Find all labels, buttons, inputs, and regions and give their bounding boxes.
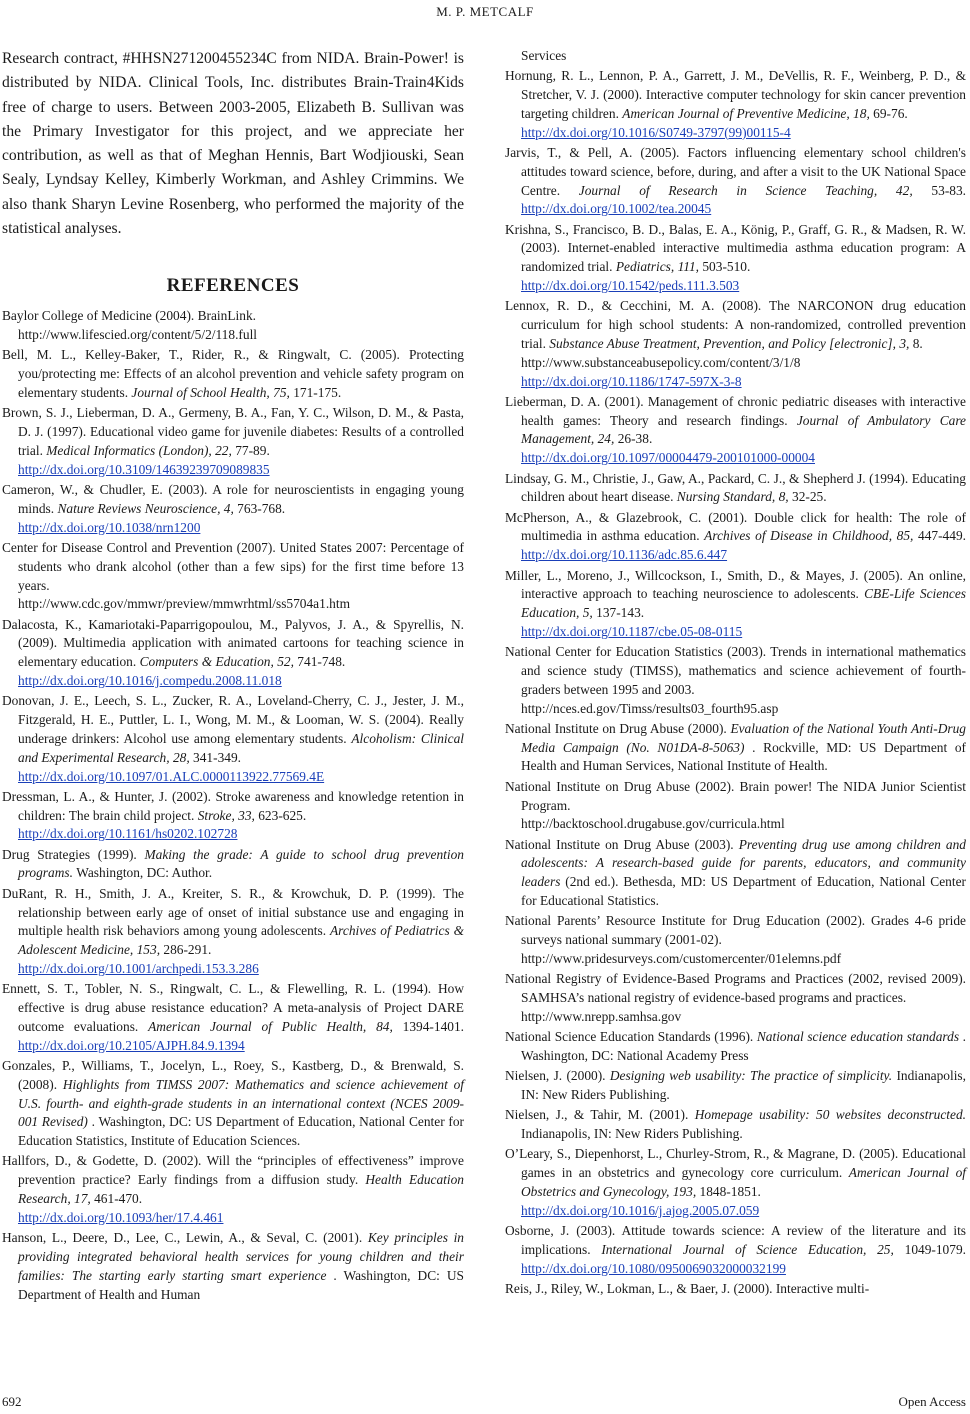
reference-text: Lindsay, G. M., Christie, J., Gaw, A., Packard, C. J., & Shepherd J. (1994). Educating children about heart disease. (505, 470, 966, 505)
reference-text: Drug Strategies (1999). (2, 846, 145, 862)
reference-text: DuRant, R. H., Smith, J. A., Kreiter, S. R., & Krowchuk, D. P. (1999). The relationship between early age of onset of initial substance use and engaging in multiple health risk behaviors among young adolescents. (2, 885, 464, 939)
reference-url: http://www.cdc.gov/mmwr/preview/mmwrhtml/ss5704a1.htm (18, 596, 350, 612)
reference-text: National Parents’ Resource Institute for Drug Education (2002). Grades 4-6 pride surveys national summary (2001-02). (505, 913, 966, 948)
reference-entry (2, 692, 464, 786)
reference-text: Brown, S. J., Lieberman, D. A., Germeny, B. A., Fan, Y. C., Wilson, D. M., & Pasta, D. J. (1997). Educational video game for juvenile diabetes: Results of a controlled trial. (2, 405, 464, 458)
reference-text: Lieberman, D. A. (2001). Management of chronic pediatric diseases with interactive health games: Theory and research findings. (505, 393, 966, 428)
reference-source: American Journal of Public Health, 84, (148, 1018, 403, 1034)
reference-pages: 53-83. (931, 182, 967, 198)
reference-text: Dressman, L. A., & Hunter, J. (2002). Stroke awareness and knowledge retention in children: The brain child project. (2, 788, 464, 823)
reference-doi-link[interactable]: http://dx.doi.org/10.1002/tea.20045 (521, 201, 712, 217)
reference-source: Archives of Pediatrics & Adolescent Medicine, 153, (18, 923, 465, 958)
reference-doi-link[interactable]: http://dx.doi.org/10.3109/14639239709089835 (18, 461, 270, 477)
reference-text: Hornung, R. L., Lennon, P. A., Garrett, J. M., DeVellis, R. F., Weinberg, P. D., & Stretcher, V. J. (2000). Interactive computer technology for skin cancer prevention targeting children. (505, 68, 966, 121)
reference-entry (505, 297, 966, 391)
reference-doi-link[interactable]: http://dx.doi.org/10.1001/archpedi.153.3.286 (18, 960, 259, 976)
reference-pages: 1049-1079. (904, 1241, 966, 1257)
reference-source: Substance Abuse Treatment, Prevention, and Policy [electronic], 3, (549, 335, 913, 351)
reference-text: Lennox, R. D., & Cecchini, M. A. (2008). The NARCONON drug education curriculum for high school students: A non-randomized, controlled prevention trial. (505, 298, 966, 351)
reference-entry (505, 778, 966, 834)
reference-source: Nature Reviews Neuroscience, 4, (57, 500, 238, 516)
reference-text: Hallfors, D., & Godette, D. (2002). Will the “principles of effectiveness” improve prevention practice? Early findings from a diffusion study. (2, 1153, 464, 1188)
reference-text: Jarvis, T., & Pell, A. (2005). Factors influencing elementary school children's attitudes toward science, before, during, and after a visit to the UK National Space Centre. (505, 144, 966, 198)
reference-text: Baylor College of Medicine (2004). BrainLink. (2, 308, 256, 324)
right-column (505, 47, 966, 1300)
reference-pages: 503-510. (702, 259, 751, 275)
reference-pages: 32-25. (792, 489, 827, 505)
reference-pages: 1848-1851. (699, 1184, 761, 1200)
reference-entry (505, 643, 966, 718)
reference-entry (505, 836, 966, 911)
reference-doi-link[interactable]: http://dx.doi.org/10.1016/j.compedu.2008.11.018 (18, 673, 282, 689)
reference-source: Making the grade: A guide to school drug prevention programs. (18, 846, 464, 881)
reference-doi-link[interactable]: http://dx.doi.org/10.1016/S0749-3797(99)00115-4 (521, 124, 791, 140)
reference-source: Journal of Ambulatory Care Management, 24, (521, 412, 966, 447)
reference-entry (2, 539, 464, 614)
reference-pages: . Washington, DC: US Department of Health and Human (18, 1267, 464, 1302)
reference-doi-link[interactable]: http://dx.doi.org/10.1097/00004479-200101000-00004 (521, 450, 815, 466)
reference-doi-link[interactable]: http://dx.doi.org/10.1016/j.ajog.2005.07.059 (521, 1202, 760, 1218)
reference-doi-link[interactable]: http://dx.doi.org/10.1186/1747-597X-3-8 (521, 373, 742, 389)
reference-source: Nursing Standard, 8, (676, 489, 792, 505)
reference-text: Miller, L., Moreno, J., Willcockson, I., Smith, D., & Mayes, J. (2005). An online, interactive approach to teaching neuroscience to adolescents. (505, 567, 966, 602)
reference-text: Hanson, L., Deere, D., Lee, C., Lewin, A., & Seval, C. (2001). (2, 1230, 368, 1246)
reference-pages: 741-748. (297, 654, 346, 670)
reference-text: Donovan, J. E., Leech, S. L., Zucker, R. A., Loveland-Cherry, C. J., Jester, J. M., Fitzgerald, H. E., Puttler, L. I., Wong, M. M., & Looman, W. S. (2004). Really underage drinkers: Alcohol use among elementary students. (2, 693, 464, 746)
reference-text: Reis, J., Riley, W., Lokman, L., & Baer, J. (2000). Interactive multi- (505, 1281, 870, 1296)
reference-text: National Center for Education Statistics (2003). Trends in international mathematics and science study (TIMSS), mathematics and science achievement of fourth-graders between 1995 and 2003. (505, 644, 966, 697)
reference-entry (2, 481, 464, 537)
reference-pages: Indianapolis, IN: New Riders Publishing. (521, 1068, 966, 1103)
reference-entry (505, 567, 966, 642)
reference-pages: 137-143. (596, 605, 645, 621)
reference-source: Medical Informatics (London), 22, (46, 442, 236, 458)
reference-entry (505, 67, 966, 142)
reference-pages: 763-768. (237, 500, 286, 516)
reference-entry (2, 846, 464, 884)
reference-pages: Indianapolis, IN: New Riders Publishing. (521, 1126, 743, 1142)
reference-list-left (2, 307, 464, 1304)
reference-source: Highlights from TIMSS 2007: Mathematics and science achievement of U.S. fourth- and eighth-grade students in an international context (NCES 2009-001 Revised) (18, 1076, 464, 1130)
acknowledgment-paragraph: Research contract, #HHSN271200455234C from NIDA. Brain-Power! is distributed by NIDA. Clinical Tools, Inc. distributes Brain-Train4Kids free of charge to users. Between 2003-2005, Elizabeth B. Sullivan was the Primary Investigator for this project, and we appreciate her contribution, as well as that of Meghan Hennis, Bart Wodjiouski, Sean Sealy, Lyndsay Kelley, Kimberly Workman, and Ashley Crimmins. We also thank Sharyn Levine Rosenberg, who performed the majority of the statistical analyses. (2, 50, 464, 238)
reference-source: Journal of Research in Science Teaching, 42, (578, 182, 932, 198)
reference-entry (505, 393, 966, 468)
reference-entry (505, 1145, 966, 1220)
reference-source: Evaluation of the National Youth Anti-Drug Media Campaign (No. N01DA-8-5063) (521, 720, 967, 755)
reference-pages: . Rockville, MD: US Department of Health and Human Services, National Institute of Health. (521, 739, 967, 774)
reference-pages: (2nd ed.). Bethesda, MD: US Department of Education, National Center for Educational Statistics. (521, 874, 966, 909)
reference-entry (2, 1057, 464, 1151)
reference-text: Dalacosta, K., Kamariotaki-Paparrigopoulou, M., Palyvos, J. A., & Spyrellis, N. (2009). Multimedia application with animated cartoons for teaching science in elementary education. (2, 616, 464, 670)
reference-pages: 1394-1401. (402, 1018, 465, 1034)
reference-entry (505, 970, 966, 1026)
reference-source: Designing web usability: The practice of simplicity. (609, 1068, 897, 1084)
reference-text: Cameron, W., & Chudler, E. (2003). A role for neuroscientists in engaging young minds. (2, 482, 464, 516)
reference-entry (505, 1280, 966, 1299)
reference-doi-link[interactable]: http://dx.doi.org/10.1097/01.ALC.0000113922.77569.4E (18, 768, 325, 784)
reference-entry (2, 1229, 464, 1304)
reference-pages: . Washington, DC: US Department of Education, National Center for Education Statistics, Institute of Education Sciences. (18, 1114, 464, 1149)
reference-url: http://www.pridesurveys.com/customercenter/01elemns.pdf (521, 950, 842, 966)
reference-url: http://www.substanceabusepolicy.com/content/3/1/8 (521, 354, 801, 370)
reference-entry (2, 980, 464, 1055)
reference-doi-link[interactable]: http://dx.doi.org/10.1038/nrn1200 (18, 519, 201, 535)
reference-doi-link[interactable]: http://dx.doi.org/10.1542/peds.111.3.503 (521, 278, 740, 294)
reference-text: Osborne, J. (2003). Attitude towards science: A review of the literature and its implications. (505, 1223, 966, 1257)
reference-entry (505, 144, 966, 219)
reference-entry (505, 1106, 966, 1144)
reference-pages: Washington, DC: Author. (76, 865, 213, 881)
reference-text: Bell, M. L., Kelley-Baker, T., Rider, R., & Ringwalt, C. (2005). Protecting you/protecting me: Effects of an alcohol prevention and vehicle safety program on elementary students. (2, 347, 464, 401)
reference-entry (505, 720, 966, 776)
reference-url: http://www.nrepp.samhsa.gov (521, 1008, 682, 1024)
reference-text: National Institute on Drug Abuse (2002). Brain power! The NIDA Junior Scientist Program. (505, 778, 966, 813)
reference-entry (505, 221, 966, 296)
reference-pages: 171-175. (293, 385, 342, 401)
reference-pages: 8. (912, 335, 923, 351)
reference-text: Nielsen, J., & Tahir, M. (2001). (505, 1107, 695, 1123)
reference-source: Pediatrics, 111, (615, 259, 703, 275)
reference-entry (2, 1152, 464, 1227)
reference-pages: 341-349. (193, 749, 242, 765)
reference-entry (2, 307, 464, 345)
reference-doi-link[interactable]: http://dx.doi.org/10.1161/hs0202.102728 (18, 826, 238, 842)
reference-doi-link[interactable]: http://dx.doi.org/10.1187/cbe.05-08-0115 (521, 623, 743, 639)
reference-pages: 286-291. (163, 942, 212, 958)
reference-entry (505, 1222, 966, 1278)
reference-entry (2, 788, 464, 844)
references-heading: REFERENCES (166, 275, 300, 297)
reference-pages: 623-625. (258, 807, 307, 823)
reference-source: National science education standards (756, 1029, 963, 1045)
reference-url: http://nces.ed.gov/Timss/results03_fourth95.asp (521, 700, 779, 716)
reference-entry (505, 912, 966, 968)
reference-doi-link[interactable]: http://dx.doi.org/10.1136/adc.85.6.447 (521, 547, 728, 563)
running-head: M. P. METCALF (436, 4, 534, 19)
journal-label: Open Access (898, 1394, 966, 1409)
reference-source: Journal of School Health, 75, (131, 385, 294, 401)
reference-entry (505, 470, 966, 508)
reference-doi-link[interactable]: http://dx.doi.org/10.1093/her/17.4.461 (18, 1209, 224, 1225)
reference-source: International Journal of Science Education, 25, (601, 1241, 905, 1257)
reference-url: http://www.lifescied.org/content/5/2/118.full (18, 327, 258, 343)
reference-source: Archives of Disease in Childhood, 85, (704, 528, 919, 544)
reference-text: National Institute on Drug Abuse (2003). (505, 836, 739, 852)
reference-continuation: Services (521, 48, 567, 63)
reference-entry (505, 509, 966, 565)
page-number: 692 (2, 1394, 22, 1409)
reference-source: Alcoholism: Clinical and Experimental Research, 28, (18, 730, 464, 765)
reference-doi-link[interactable]: http://dx.doi.org/10.1080/0950069032000032199 (521, 1260, 786, 1276)
reference-text: National Science Education Standards (1996). (505, 1029, 757, 1045)
reference-source: Homepage usability: 50 websites deconstructed. (694, 1107, 967, 1123)
reference-text: Center for Disease Control and Prevention (2007). United States 2007: Percentage of students who drank alcohol (other than a few sips) for the first time before 13 years. (2, 539, 464, 593)
reference-pages: 461-470. (94, 1191, 143, 1207)
reference-pages: . Washington, DC: National Academy Press (521, 1029, 966, 1063)
reference-entry (505, 1028, 966, 1066)
reference-text: Gonzales, P., Williams, T., Jocelyn, L., Roey, S., Kastberg, D., & Brenwald, S. (2008). (2, 1057, 464, 1092)
reference-source: Health Education Research, 17, (18, 1172, 464, 1207)
reference-source: Stroke, 33, (197, 807, 259, 823)
reference-list-right (505, 47, 966, 1299)
reference-pages: 77-89. (235, 442, 270, 458)
reference-entry (505, 47, 966, 66)
reference-entry (2, 404, 464, 479)
reference-text: National Institute on Drug Abuse (2000). (505, 720, 731, 736)
reference-entry (2, 616, 464, 691)
reference-text: Krishna, S., Francisco, B. D., Balas, E. A., König, P., Graff, G. R., & Madsen, R. W. (2003). Internet-enabled interactive multimedia asthma education program: A randomized trial. (505, 221, 966, 275)
reference-source: American Journal of Obstetrics and Gynecology, 193, (521, 1165, 966, 1200)
reference-source: CBE-Life Sciences Education, 5, (521, 586, 966, 621)
reference-doi-link[interactable]: http://dx.doi.org/10.2105/AJPH.84.9.1394 (18, 1037, 245, 1053)
reference-source: American Journal of Preventive Medicine, 18, (622, 105, 874, 121)
reference-source: Computers & Education, 52, (139, 654, 298, 670)
reference-text: Ennett, S. T., Tobler, N. S., Ringwalt, C. L., & Flewelling, R. L. (1994). How effective is drug abuse resistance education? A meta-analysis of Project DARE outcome evaluations. (2, 981, 464, 1034)
left-column (2, 47, 464, 1306)
reference-text: Nielsen, J. (2000). (505, 1068, 610, 1084)
reference-pages: 447-449. (918, 528, 966, 544)
reference-entry (2, 346, 464, 402)
reference-pages: 69-76. (873, 105, 908, 121)
reference-source: Preventing drug use among children and adolescents: A research-based guide for parents, educators, and community leaders (521, 836, 966, 890)
reference-entry (2, 885, 464, 979)
reference-text: O’Leary, S., Diepenhorst, L., Churley-Strom, R., & Magrane, D. (2005). Educational games in an obstetrics and gynecology core curriculum. (505, 1146, 966, 1181)
reference-text: National Registry of Evidence-Based Programs and Practices (2002, revised 2009). SAMHSA’s national registry of evidence-based programs and practices. (505, 971, 966, 1006)
reference-url: http://backtoschool.drugabuse.gov/curricula.html (521, 816, 785, 832)
reference-entry (505, 1067, 966, 1105)
reference-pages: 26-38. (617, 431, 653, 447)
reference-text: McPherson, A., & Glazebrook, C. (2001). Double click for health: The role of multimedia in asthma education. (505, 509, 966, 544)
reference-source: Key principles in providing integrated behavioral health services for young children and their families: The starting early starting smart experience (18, 1230, 464, 1283)
